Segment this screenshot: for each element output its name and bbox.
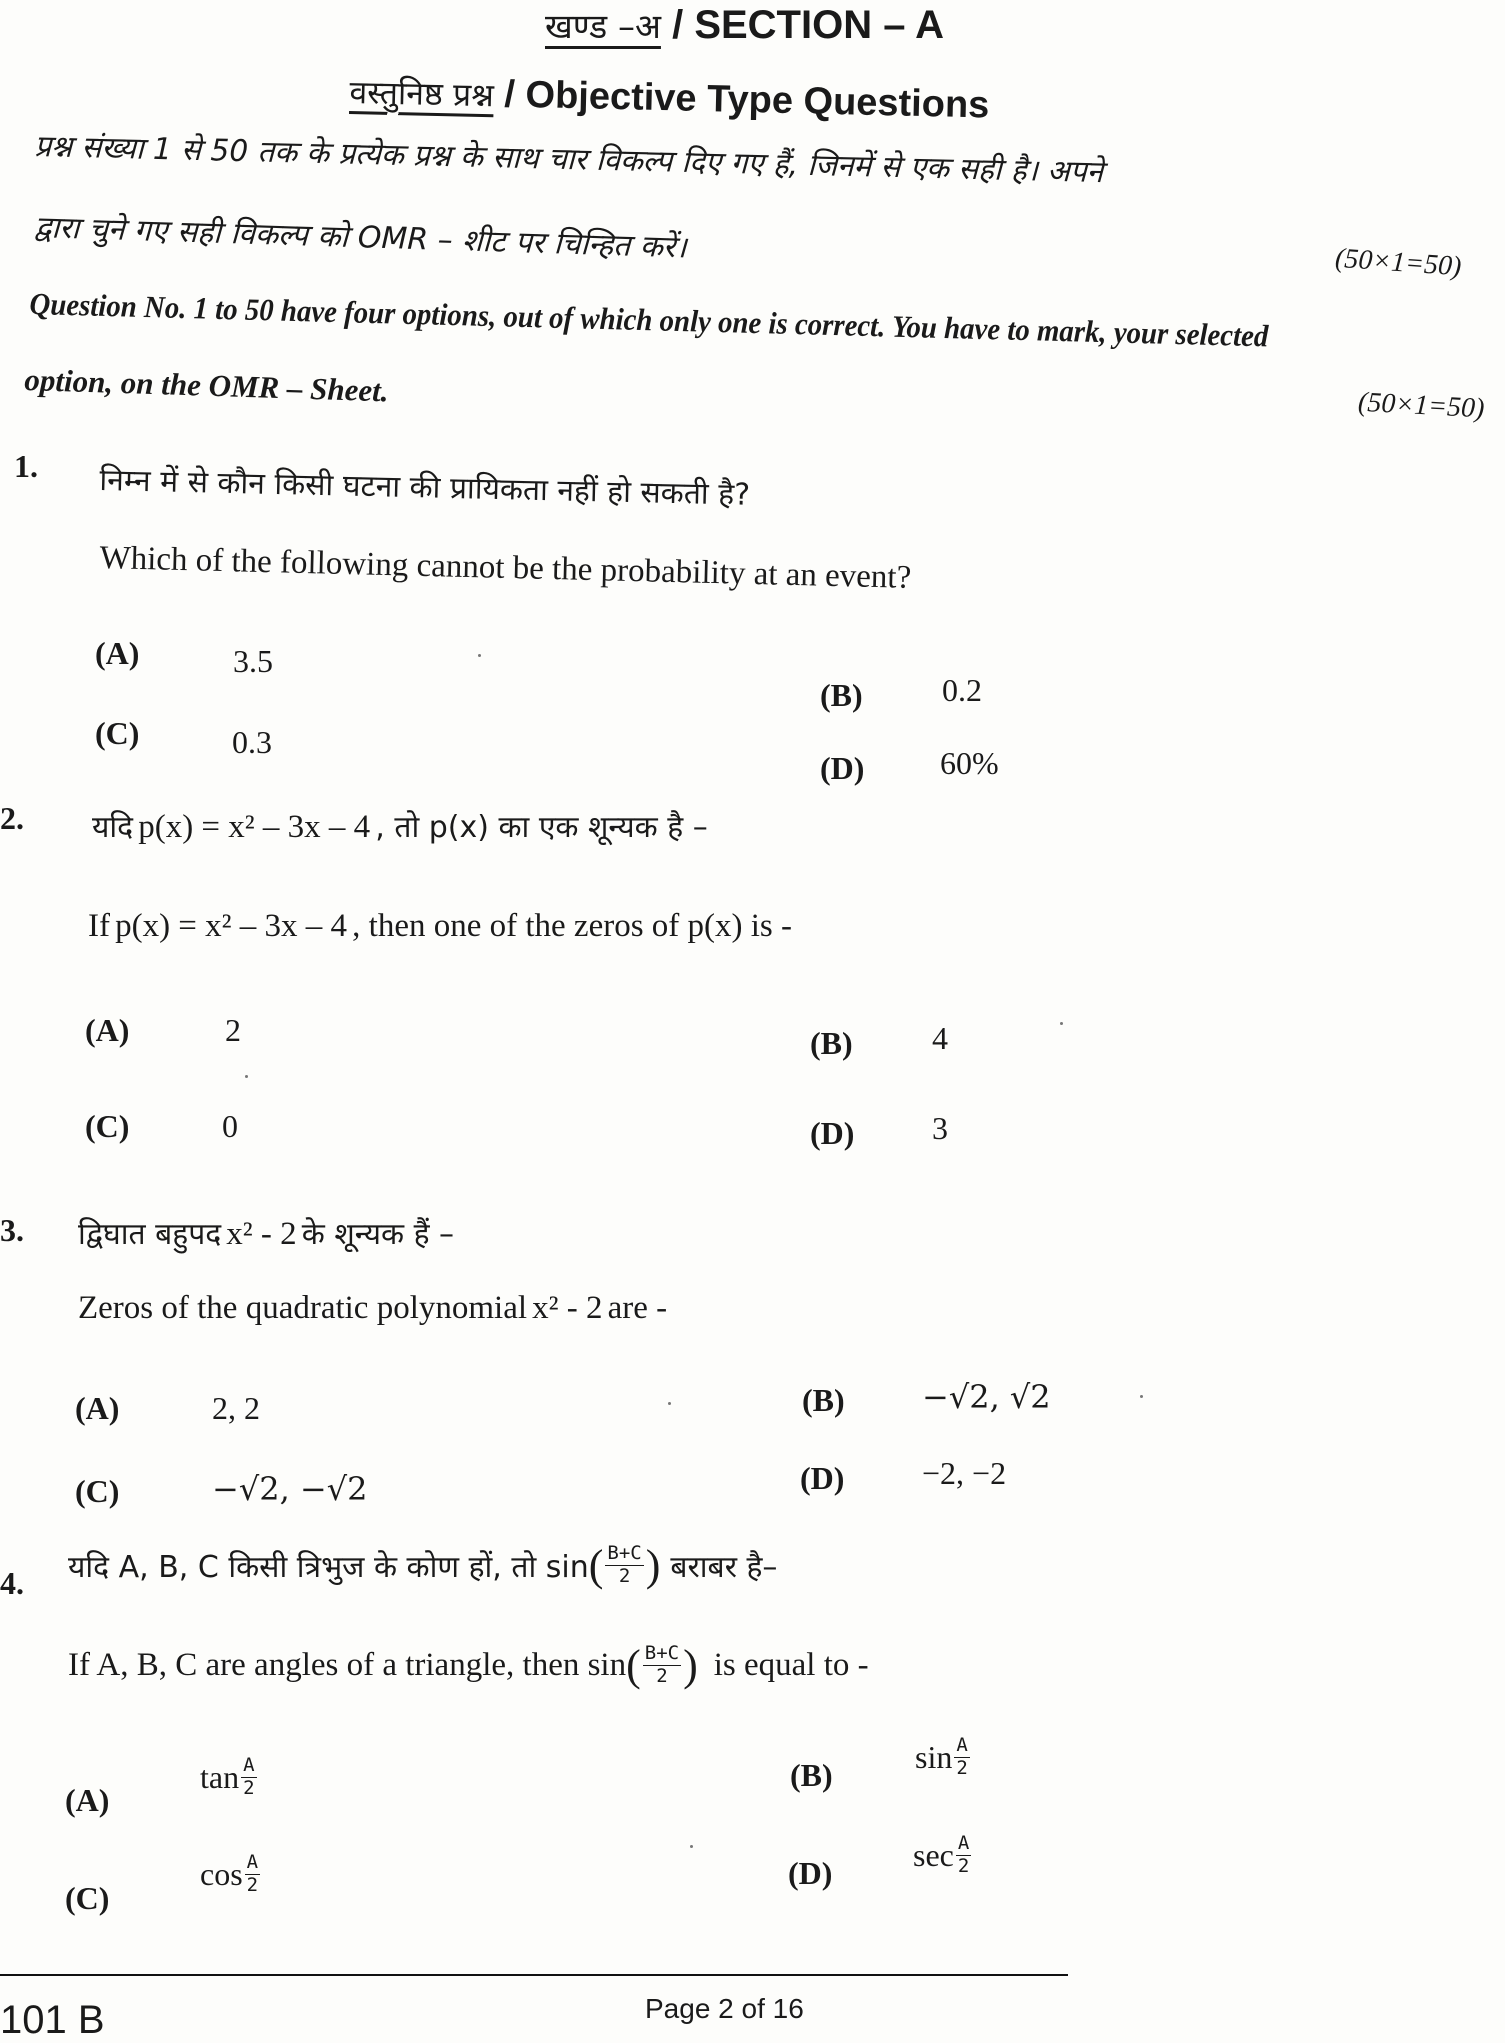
scan-speck	[1140, 1395, 1143, 1398]
question-text-hindi	[78, 1212, 454, 1253]
fraction-denominator: 2	[618, 1565, 631, 1587]
question-text-english: Which of the following cannot be the probability at an event?	[99, 540, 912, 596]
question-hindi-suffix: , तो p(x) का एक शून्यक है –	[375, 810, 708, 845]
option-value	[200, 1755, 259, 1800]
option-value: 0	[222, 1108, 238, 1144]
fraction-numerator: B+C	[644, 1642, 680, 1665]
question-number: 4.	[0, 1565, 24, 1601]
question-expression: x² - 2	[532, 1290, 603, 1326]
question-english-suffix: is equal to -	[713, 1647, 869, 1683]
question-hindi-prefix: द्विघात बहुपद	[78, 1217, 222, 1252]
question-hindi-prefix: यदि A, B, C किसी त्रिभुज के कोण हों, तो sin	[68, 1550, 589, 1585]
scan-speck	[1060, 1022, 1063, 1025]
question-expression: p(x) = x² – 3x – 4	[138, 809, 371, 845]
scan-speck	[690, 1845, 693, 1848]
section-title	[545, 2, 944, 48]
option-value: 3	[932, 1110, 948, 1146]
option-value: 3.5	[233, 643, 273, 679]
option-value: −2, −2	[922, 1455, 1007, 1491]
instruction-hindi-line-1: प्रश्न संख्या 1 से 50 तक के प्रत्येक प्रश्न के साथ चार विकल्प दिए गए हैं, जिनमें से एक सही है। अपने	[34, 128, 1104, 191]
question-number: 3.	[0, 1212, 24, 1248]
question-english-suffix: are -	[607, 1290, 668, 1326]
question-number: 2.	[0, 800, 24, 836]
trig-function: sin	[915, 1738, 953, 1775]
fraction-denominator: 2	[957, 1854, 970, 1877]
question-text-hindi	[68, 1540, 777, 1591]
marks-english: (50×1=50)	[1357, 386, 1486, 425]
option-label[interactable]: (A)	[65, 1782, 110, 1818]
question-hindi-suffix: के शून्यक हैं –	[301, 1217, 455, 1252]
fraction	[605, 1543, 643, 1588]
question-expression: x² - 2	[226, 1216, 297, 1252]
instruction-english-line-1: Question No. 1 to 50 have four options, out of which only one is correct. You have to mark, your selected	[29, 286, 1269, 354]
fraction-numerator: A	[243, 1754, 255, 1776]
question-number: 1.	[14, 448, 38, 484]
option-label[interactable]: (D)	[810, 1115, 855, 1151]
option-value	[915, 1735, 972, 1780]
subtitle-english: Objective Type Questions	[525, 73, 990, 127]
fraction	[954, 1735, 969, 1780]
question-text-hindi: निम्न में से कौन किसी घटना की प्रायिकता नहीं हो सकती है?	[99, 462, 751, 513]
option-label[interactable]: (B)	[790, 1757, 833, 1793]
question-text-english	[68, 1640, 869, 1691]
scan-speck	[668, 1402, 671, 1405]
fraction-denominator: 2	[956, 1756, 968, 1779]
fraction	[245, 1852, 260, 1897]
option-label[interactable]: (B)	[810, 1025, 853, 1061]
option-label[interactable]: (D)	[788, 1855, 833, 1891]
trig-function: cos	[200, 1855, 243, 1892]
option-value: −√2, √2	[922, 1378, 1051, 1416]
option-value: 0.3	[232, 724, 272, 760]
section-title-separator: /	[672, 3, 684, 47]
page-number: Page 2 of 16	[645, 1993, 804, 2024]
question-english-prefix: Zeros of the quadratic polynomial	[78, 1290, 528, 1326]
question-text-hindi	[92, 805, 708, 846]
option-label[interactable]: (A)	[75, 1390, 120, 1426]
footer-rule	[0, 1974, 1068, 1976]
option-label[interactable]: (A)	[95, 635, 140, 671]
right-paren: )	[645, 1541, 661, 1590]
option-value: 0.2	[942, 672, 982, 708]
fraction	[643, 1643, 681, 1688]
question-text-english	[78, 1290, 667, 1327]
fraction	[241, 1755, 256, 1800]
left-paren: (	[626, 1641, 641, 1690]
option-label[interactable]: (A)	[85, 1012, 130, 1048]
question-hindi-prefix: यदि	[92, 810, 134, 845]
instruction-english-line-2: option, on the OMR – Sheet.	[23, 362, 390, 409]
option-value: 2, 2	[212, 1390, 260, 1426]
fraction-numerator: A	[956, 1734, 968, 1756]
trig-function: tan	[200, 1758, 240, 1795]
fraction-denominator: 2	[243, 1776, 255, 1799]
option-value: 4	[932, 1020, 948, 1056]
option-value	[200, 1852, 262, 1897]
fraction-numerator: B+C	[607, 1542, 642, 1565]
fraction-denominator: 2	[656, 1665, 668, 1687]
scan-speck	[478, 654, 481, 657]
option-value: −√2, −√2	[212, 1470, 368, 1508]
question-english-prefix: If	[88, 908, 110, 944]
option-label[interactable]: (C)	[75, 1473, 120, 1509]
option-value: 2	[225, 1012, 241, 1048]
subtitle-hindi: वस्तुनिष्ठ प्रश्न	[349, 72, 495, 115]
question-hindi-suffix: बराबर है–	[670, 1550, 778, 1585]
instruction-hindi-line-2: द्वारा चुने गए सही विकल्प को OMR – शीट पर चिन्हित करें।	[33, 209, 688, 266]
paper-code: 101 B	[0, 1998, 105, 2042]
option-value	[913, 1833, 973, 1878]
section-title-english: SECTION – A	[694, 3, 944, 47]
question-text-english	[88, 908, 792, 945]
section-title-hindi: खण्ड –अ	[545, 7, 661, 47]
option-value: 60%	[940, 745, 999, 781]
option-label[interactable]: (C)	[65, 1880, 110, 1916]
right-paren: )	[683, 1641, 698, 1690]
fraction	[956, 1833, 971, 1878]
option-label[interactable]: (C)	[85, 1108, 130, 1144]
section-subtitle	[349, 70, 990, 128]
left-paren: (	[588, 1541, 604, 1590]
option-label[interactable]: (D)	[820, 750, 865, 786]
option-label[interactable]: (C)	[95, 715, 140, 751]
option-label[interactable]: (B)	[802, 1382, 845, 1418]
option-label[interactable]: (D)	[800, 1460, 845, 1496]
trig-function: sec	[913, 1836, 954, 1873]
marks-hindi: (50×1=50)	[1334, 242, 1463, 283]
question-expression: p(x) = x² – 3x – 4	[115, 908, 348, 944]
fraction-numerator: A	[957, 1832, 970, 1854]
question-english-suffix: , then one of the zeros of p(x) is -	[352, 908, 793, 944]
scan-speck	[245, 1075, 248, 1078]
fraction-numerator: A	[246, 1851, 259, 1873]
fraction-denominator: 2	[246, 1873, 259, 1896]
option-label[interactable]: (B)	[820, 677, 863, 713]
subtitle-separator: /	[503, 73, 516, 116]
question-english-prefix: If A, B, C are angles of a triangle, then sin	[68, 1647, 627, 1683]
